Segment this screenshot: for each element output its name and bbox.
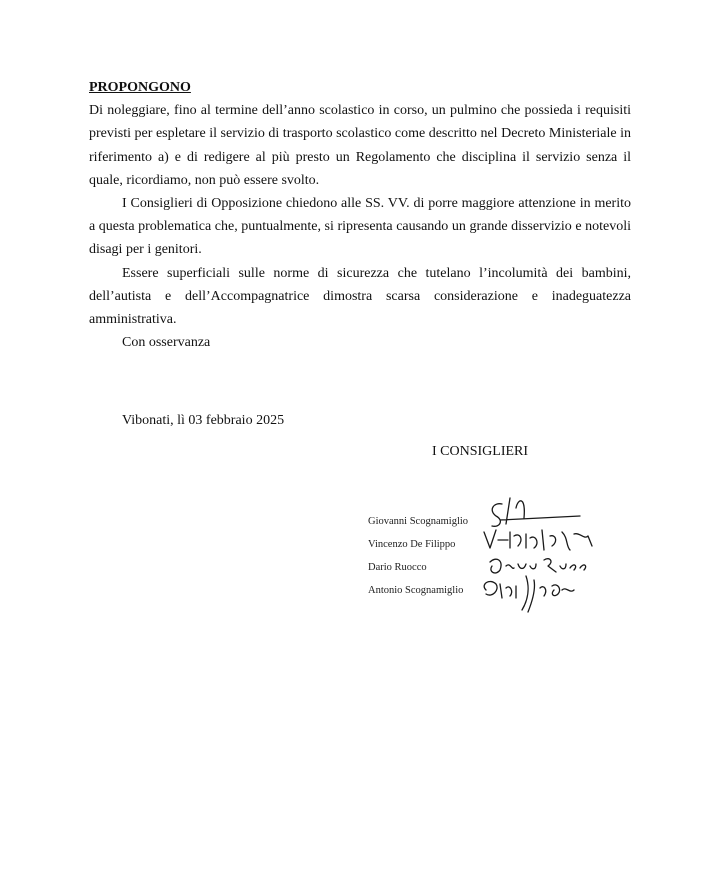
paragraph-3: Essere superficiali sulle norme di sicurezza che tutelano l’incolumità dei bambini, dell’autista e dell’Accompagnatrice dimostra scarsa considerazione e inadeguatezza amministrativa. xyxy=(89,265,631,328)
signer-name: Vincenzo De Filippo xyxy=(368,539,456,550)
signature-stroke xyxy=(492,498,580,526)
paragraph-1: Di noleggiare, fino al termine dell’anno scolastico in corso, un pulmino che possieda i requisiti previsti per espletare il servizio di trasporto scolastico come descritto nel Decreto Ministeriale in riferimento a) e di redigere al più presto un Regolamento che disciplina il servizio senza il quale, ricordiamo, non può essere svolto. xyxy=(89,103,631,188)
signature-stroke xyxy=(484,530,592,550)
heading: PROPONGONO xyxy=(89,80,191,95)
signer-name: Dario Ruocco xyxy=(368,562,427,573)
place-date: Vibonati, lì 03 febbraio 2025 xyxy=(122,413,285,428)
paragraph-2: I Consiglieri di Opposizione chiedono alle SS. VV. di porre maggiore attenzione in merito a questa problematica che, puntualmente, si ripresenta causando un grande disservizio e notevoli disagi per i genitori. xyxy=(89,196,631,258)
document-body xyxy=(89,76,631,354)
signature-stroke xyxy=(484,576,574,612)
closing: Con osservanza xyxy=(122,335,211,351)
signer-name: Giovanni Scognamiglio xyxy=(368,516,469,527)
signers-title: I CONSIGLIERI xyxy=(432,444,529,459)
signer-names xyxy=(368,510,468,602)
handwritten-signatures xyxy=(470,490,610,620)
signature-stroke xyxy=(490,559,586,573)
signer-name: Antonio Scognamiglio xyxy=(368,585,464,596)
